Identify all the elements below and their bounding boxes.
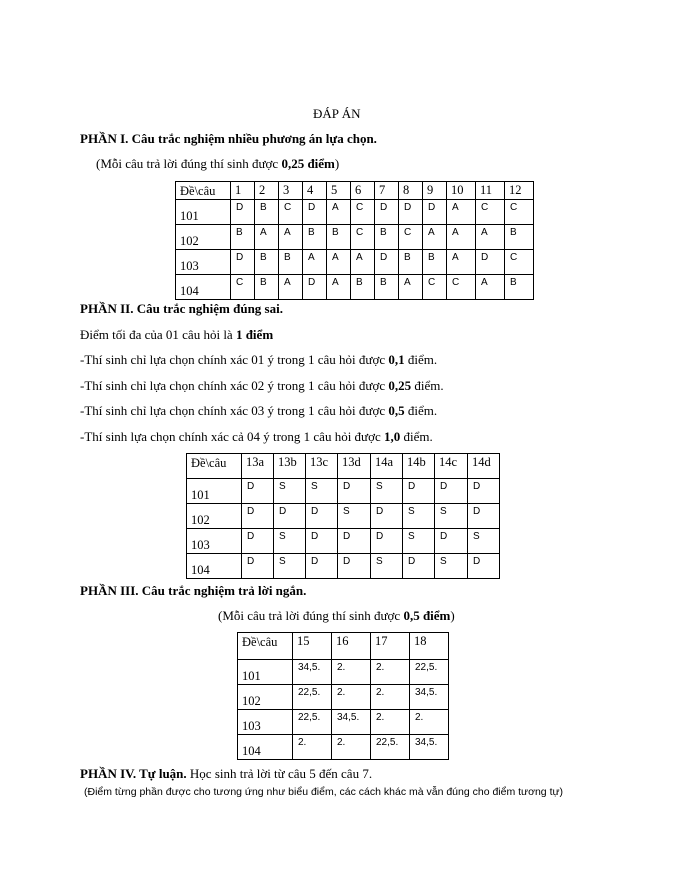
answer-cell: 34,5. [293,660,332,685]
answer-cell: A [351,250,375,275]
answer-cell: D [403,554,435,579]
table-row [238,735,449,760]
scoring-rule-text: -Thí sinh chỉ lựa chọn chính xác 02 ý trong 1 câu hỏi được [80,378,389,393]
scoring-rule-text: -Thí sinh lựa chọn chính xác cả 04 ý trong 1 câu hỏi được [80,429,384,444]
answer-cell: D [338,479,371,504]
answer-cell: B [303,225,327,250]
part2-heading: PHẦN II. Câu trắc nghiệm đúng sai. [80,301,283,316]
table-row [238,685,449,710]
part3-answer-table [237,632,449,760]
scoring-rule [80,429,433,445]
answer-cell: D [468,554,500,579]
column-header: 14b [403,454,435,479]
answer-cell: D [303,275,327,300]
part4-heading [80,766,372,782]
answer-cell: D [468,504,500,529]
scoring-rule-unit: điểm. [400,429,433,444]
answer-cell: 22,5. [293,685,332,710]
column-header: 17 [371,633,410,660]
column-header: 2 [255,182,279,200]
exam-code: 102 [176,225,231,250]
exam-code: 104 [238,735,293,760]
answer-cell: C [351,225,375,250]
column-header: 12 [505,182,534,200]
exam-code: 104 [176,275,231,300]
answer-cell: D [306,529,338,554]
answer-cell: A [303,250,327,275]
part3-heading: PHẦN III. Câu trắc nghiệm trả lời ngắn. [80,583,307,598]
answer-cell: C [505,250,534,275]
answer-cell: D [338,554,371,579]
answer-cell: D [231,200,255,225]
exam-code: 101 [187,479,242,504]
answer-cell: B [255,250,279,275]
answer-cell: 22,5. [410,660,449,685]
answer-cell: D [371,504,403,529]
column-header: 14d [468,454,500,479]
answer-cell: B [505,275,534,300]
column-header: 5 [327,182,351,200]
answer-cell: D [242,554,274,579]
answer-cell: D [435,479,468,504]
answer-cell: 34,5. [410,685,449,710]
page-title: ĐÁP ÁN [313,106,361,121]
answer-cell: A [399,275,423,300]
answer-cell: C [351,200,375,225]
answer-cell: A [447,200,476,225]
answer-cell: A [447,225,476,250]
answer-cell: 2. [371,660,410,685]
answer-cell: S [371,554,403,579]
answer-cell: A [476,225,505,250]
part1-note-prefix: (Mỗi câu trả lời đúng thí sinh được [96,156,282,171]
answer-cell: A [327,250,351,275]
scoring-rule-text: -Thí sinh chỉ lựa chọn chính xác 03 ý trong 1 câu hỏi được [80,403,389,418]
column-header: 9 [423,182,447,200]
answer-cell: D [242,479,274,504]
answer-cell: B [327,225,351,250]
column-header: 8 [399,182,423,200]
table-row [238,710,449,735]
scoring-rule-points: 0,25 [388,378,412,393]
answer-cell: D [242,529,274,554]
table-row [187,554,500,579]
answer-cell: A [327,200,351,225]
answer-cell: D [435,529,468,554]
scoring-rule-points: 1,0 [384,429,401,444]
answer-cell: S [371,479,403,504]
answer-cell: 2. [371,710,410,735]
scoring-rule [80,352,437,368]
part4-heading-bold: PHẦN IV. Tự luận. [80,766,187,781]
table-row [176,275,534,300]
part3-note [218,608,455,624]
scoring-rule-points: 0,1 [388,352,405,367]
answer-cell: S [403,504,435,529]
column-header: 14a [371,454,403,479]
column-header: 7 [375,182,399,200]
answer-cell: B [231,225,255,250]
exam-code: 101 [176,200,231,225]
answer-cell: 2. [332,735,371,760]
part3-note-points: 0,5 điểm [403,608,451,623]
column-header: 13d [338,454,371,479]
exam-code: 103 [176,250,231,275]
answer-cell: 22,5. [371,735,410,760]
table-row [238,660,449,685]
answer-cell: A [476,275,505,300]
part1-note-points: 0,25 điểm [281,156,335,171]
answer-cell: B [255,275,279,300]
answer-cell: B [375,275,399,300]
exam-code: 102 [238,685,293,710]
answer-cell: C [231,275,255,300]
answer-cell: S [306,479,338,504]
answer-cell: D [476,250,505,275]
answer-cell: D [375,250,399,275]
column-header: 16 [332,633,371,660]
part2-answer-table [186,453,500,579]
column-header: 6 [351,182,375,200]
answer-cell: S [403,529,435,554]
answer-cell: D [468,479,500,504]
column-header: 13c [306,454,338,479]
part1-note [96,156,339,172]
table-row [187,479,500,504]
answer-cell: A [255,225,279,250]
column-header: 14c [435,454,468,479]
part3-note-suffix: ) [450,608,455,623]
part2-max-points: 1 điểm [235,327,274,342]
column-header: 3 [279,182,303,200]
answer-cell: S [274,529,306,554]
answer-cell: D [306,554,338,579]
exam-code: 102 [187,504,242,529]
answer-cell: D [423,200,447,225]
answer-cell: 2. [332,660,371,685]
answer-cell: 34,5. [410,735,449,760]
answer-cell: A [279,275,303,300]
part1-answer-table [175,181,534,300]
answer-cell: B [423,250,447,275]
exam-code: 103 [238,710,293,735]
part1-heading: PHẦN I. Câu trắc nghiệm nhiều phương án lựa chọn. [80,131,377,146]
answer-cell: 2. [293,735,332,760]
answer-cell: S [435,554,468,579]
table-corner-header: Đề\câu [187,454,242,479]
answer-cell: 22,5. [293,710,332,735]
exam-code: 104 [187,554,242,579]
part4-heading-rest: Học sinh trả lời từ câu 5 đến câu 7. [186,766,373,781]
scoring-rule-points: 0,5 [388,403,405,418]
exam-code: 101 [238,660,293,685]
scoring-rule [80,378,444,394]
answer-cell: D [306,504,338,529]
part3-note-prefix: (Mỗi câu trả lời đúng thí sinh được [218,608,404,623]
answer-cell: 2. [410,710,449,735]
column-header: 11 [476,182,505,200]
answer-cell: D [274,504,306,529]
answer-cell: A [447,250,476,275]
answer-cell: B [279,250,303,275]
part2-max-prefix: Điểm tối đa của 01 câu hỏi là [80,327,236,342]
table-row [187,504,500,529]
table-row [176,225,534,250]
answer-cell: B [255,200,279,225]
table-corner-header: Đề\câu [176,182,231,200]
table-row [176,250,534,275]
column-header: 10 [447,182,476,200]
answer-cell: 2. [332,685,371,710]
column-header: 13a [242,454,274,479]
answer-cell: S [338,504,371,529]
answer-cell: D [399,200,423,225]
answer-cell: D [375,200,399,225]
part4-note: (Điểm từng phần được cho tương ứng như biểu điểm, các cách khác mà vẫn đúng cho điểm tương tự) [84,786,564,798]
column-header: 13b [274,454,306,479]
column-header: 15 [293,633,332,660]
answer-cell: D [303,200,327,225]
table-row [187,529,500,554]
scoring-rule-unit: điểm. [404,352,438,367]
answer-cell: D [371,529,403,554]
scoring-rule-unit: điểm. [404,403,438,418]
table-row [176,200,534,225]
answer-cell: D [242,504,274,529]
answer-cell: C [279,200,303,225]
answer-cell: D [403,479,435,504]
answer-cell: 2. [371,685,410,710]
answer-cell: S [274,554,306,579]
column-header: 1 [231,182,255,200]
scoring-rule-text: -Thí sinh chỉ lựa chọn chính xác 01 ý trong 1 câu hỏi được [80,352,389,367]
part1-note-suffix: ) [334,156,340,171]
column-header: 18 [410,633,449,660]
answer-cell: C [505,200,534,225]
column-header: 4 [303,182,327,200]
answer-cell: D [231,250,255,275]
answer-cell: B [375,225,399,250]
answer-cell: S [468,529,500,554]
exam-code: 103 [187,529,242,554]
answer-cell: C [447,275,476,300]
part2-max-score [80,327,273,343]
answer-cell: C [399,225,423,250]
answer-cell: C [423,275,447,300]
answer-cell: S [274,479,306,504]
table-corner-header: Đề\câu [238,633,293,660]
answer-cell: A [279,225,303,250]
answer-cell: B [351,275,375,300]
answer-cell: B [399,250,423,275]
scoring-rule-unit: điểm. [411,378,444,393]
answer-cell: A [423,225,447,250]
answer-cell: S [435,504,468,529]
scoring-rule [80,403,437,419]
answer-cell: D [338,529,371,554]
answer-cell: C [476,200,505,225]
answer-cell: B [505,225,534,250]
answer-cell: A [327,275,351,300]
answer-cell: 34,5. [332,710,371,735]
